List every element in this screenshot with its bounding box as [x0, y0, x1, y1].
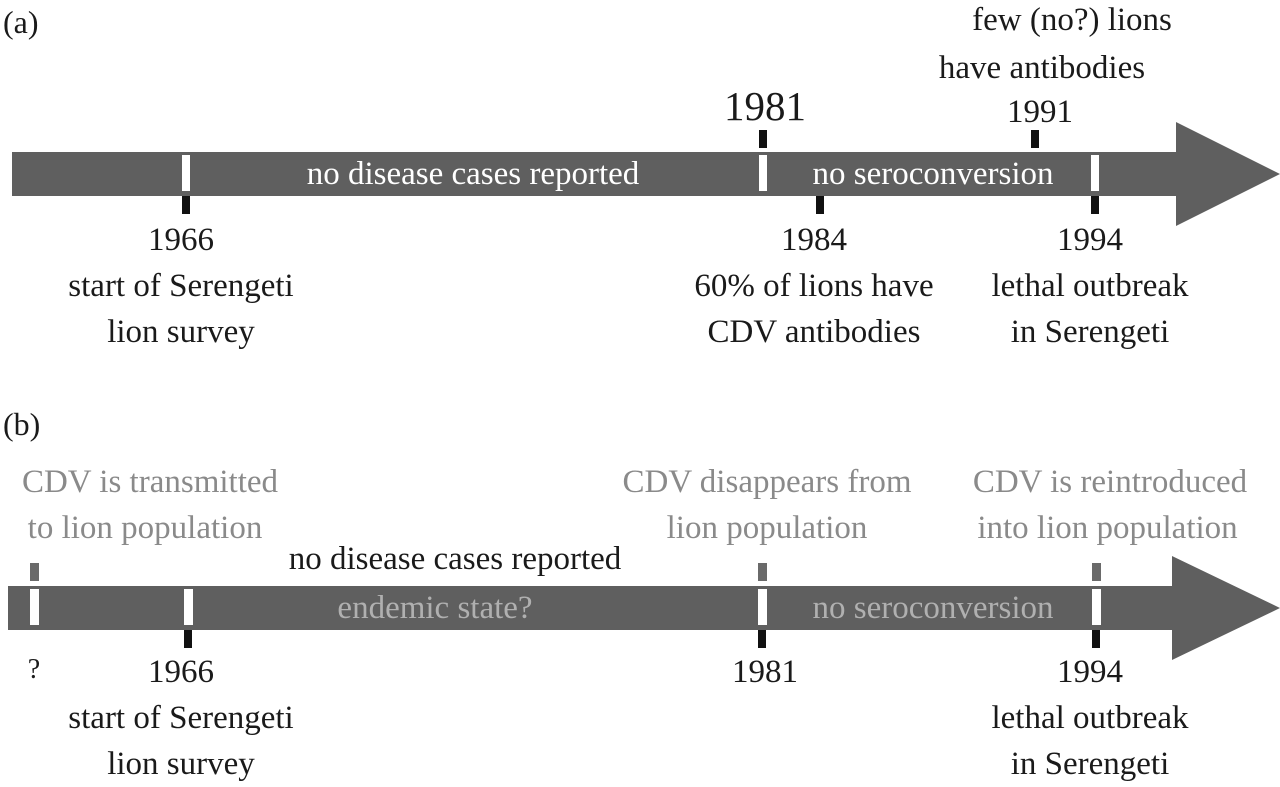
- year-1981-label-b: 1981: [732, 654, 798, 690]
- note-1984-line1: 60% of lions have: [694, 268, 934, 304]
- year-1966-label-a: 1966: [148, 222, 214, 258]
- bar-text-no-seroconversion-b: no seroconversion: [812, 590, 1054, 626]
- note-reintroduced-line1: CDV is reintroduced: [972, 464, 1248, 500]
- bar-text-endemic: endemic state?: [337, 590, 533, 626]
- year-1994-label-b: 1994: [1057, 654, 1123, 690]
- note-disappears-line1: CDV disappears from: [622, 464, 912, 500]
- bar-text-no-seroconversion-a: no seroconversion: [812, 156, 1054, 192]
- note-no-disease-b: no disease cases reported: [288, 541, 622, 577]
- note-transmitted-line1: CDV is transmitted: [21, 464, 279, 500]
- note-1994-line1-b: lethal outbreak: [991, 700, 1189, 736]
- note-1984-line2: CDV antibodies: [707, 314, 921, 350]
- tick-1981-b: [758, 630, 766, 648]
- note-1994-line2-b: in Serengeti: [1010, 746, 1170, 782]
- tick-1994-white: [1091, 155, 1099, 191]
- year-1994-label-a: 1994: [1057, 222, 1123, 258]
- tick-1981: [759, 130, 767, 148]
- note-transmitted-line2: to lion population: [27, 510, 263, 546]
- year-1966-label-b: 1966: [148, 654, 214, 690]
- panel-a: [0, 0, 1280, 392]
- panel-b: [0, 392, 1280, 784]
- tick-1981-white: [759, 155, 767, 191]
- tick-1966-b: [184, 630, 192, 648]
- year-1991-label: 1991: [1007, 94, 1073, 130]
- note-1994-line2-a: in Serengeti: [1010, 314, 1170, 350]
- tick-1966: [182, 196, 190, 214]
- note-1966-line1-a: start of Serengeti: [68, 268, 294, 304]
- year-1984-label: 1984: [781, 222, 847, 258]
- tick-1981-grey: [758, 563, 767, 581]
- question-mark: ?: [27, 654, 41, 685]
- note-disappears-line2: lion population: [666, 510, 868, 546]
- tick-1984: [816, 196, 824, 214]
- note-1966-line2-a: lion survey: [107, 314, 255, 350]
- tick-start-grey: [30, 563, 39, 581]
- note-1966-line2-b: lion survey: [107, 746, 255, 782]
- tick-1994-grey: [1092, 563, 1101, 581]
- note-reintroduced-line2: into lion population: [977, 510, 1238, 546]
- tick-1994-white-b: [1092, 589, 1101, 625]
- tick-1994: [1091, 196, 1099, 214]
- note-1966-line1-b: start of Serengeti: [68, 700, 294, 736]
- tick-1966-white-b: [184, 589, 193, 625]
- year-1981-label-a: 1981: [724, 83, 806, 129]
- panel-a-letter: (a): [3, 4, 39, 40]
- panel-b-letter: (b): [3, 406, 41, 442]
- note-1994-line1-a: lethal outbreak: [991, 268, 1189, 304]
- tick-1966-white: [182, 155, 190, 191]
- tick-start-white: [30, 589, 39, 625]
- tick-1981-white-b: [758, 589, 767, 625]
- note-1991-line1: few (no?) lions: [972, 2, 1172, 38]
- note-1991-line2: have antibodies: [938, 50, 1146, 86]
- tick-1994-b: [1092, 630, 1100, 648]
- bar-text-no-disease-a: no disease cases reported: [306, 156, 640, 192]
